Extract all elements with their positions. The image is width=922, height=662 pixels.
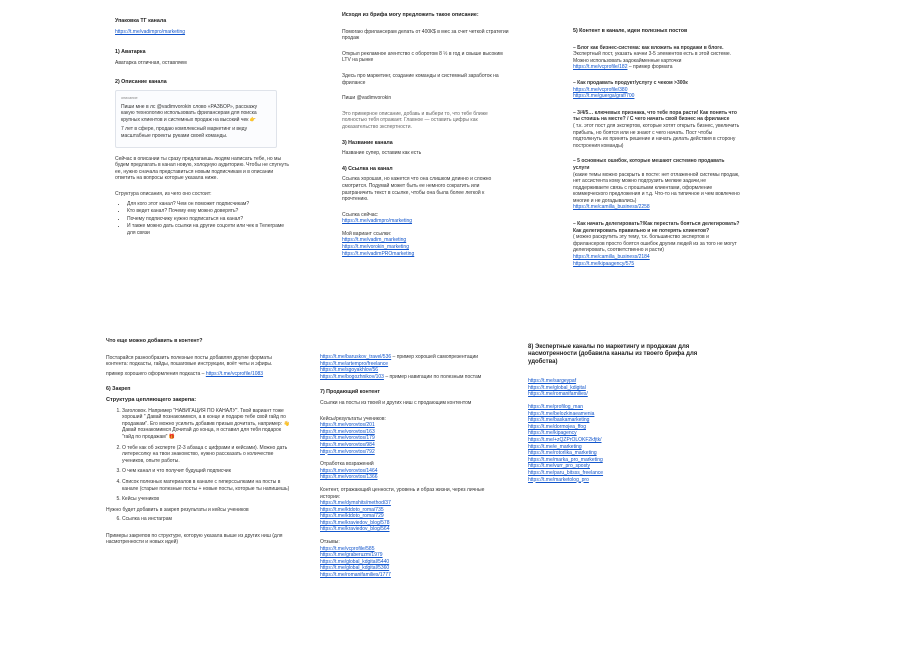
example-note: – пример хорошей самопрезентации <box>391 354 479 360</box>
section-extra-content <box>106 338 291 549</box>
review-link[interactable]: https://t.me/romanifamilies/1777 <box>320 572 391 579</box>
current-link-label: Ссылка сейчас: <box>342 211 379 218</box>
channel-link[interactable]: https://t.me/marketolog_pro <box>528 476 589 483</box>
brief-p2: Открыл рекламное агентство с оборотом 8 ½ в год и свыше высоким LTV на рынке <box>342 50 503 64</box>
content-heading: 5) Контент в канале, идеи полезных постов <box>573 28 688 34</box>
avatar-text: Аватарка отличная, оставляем <box>115 59 187 66</box>
case-link[interactable]: https://t.me/vorovtos/984 <box>320 441 375 448</box>
name-heading: 3) Название канала <box>342 139 393 146</box>
idea-text: ( т.к. этот пост для экспертов, которые хотят открыть бизнес, увеличить прибыль, но боятся или не знают с чего начать. Пост чтобы подтолкнуть их принять решение и начать делать действия в сторону построения команды) <box>573 122 740 149</box>
example-note: – пример навигации по полезным постам <box>383 373 482 380</box>
list-item: 6. Ссылка на инстаграм <box>122 516 291 523</box>
idea-lead: – 3/4/5… ключевых признака, что тебе пора расти! Как понять что ты стоишь на месте? / С чего начать свой бизнес на фрилансе <box>573 109 737 123</box>
extra-p2: пример хорошего оформления подкаста – <box>106 370 206 377</box>
section-content-ideas <box>573 28 741 267</box>
card-text-1: Пиши мне в лс @vadimvorokin слово «РАЗБОР», расскажу какую технологию использовать фрилансерам для поиска крупных клиентов и системных продаж на высокий чек 👉 <box>121 103 258 123</box>
list-item: • И также можно дать ссылки на другие соцсети или чек в Телеграме для связи <box>127 223 293 236</box>
idea-text: Экспертный пост, указать начни 3-5 элементов есть в этой системе. Можно использовать задокайменные карточки <box>573 51 732 64</box>
channel-link[interactable]: https://t.me/dormojea_ffog <box>528 423 586 430</box>
channel-link[interactable]: https://t.me/sargeypaf <box>528 378 577 385</box>
objection-link[interactable]: https://t.me/vorovtos/1464 <box>320 467 378 474</box>
idea-item <box>573 45 741 71</box>
list-item: 5. Кейсы учеников <box>122 496 291 503</box>
current-link[interactable]: https://t.me/vadimpro/marketing <box>342 218 413 225</box>
channel-link[interactable]: https://t.me/paru_bitsss_freelance <box>528 469 604 476</box>
list-item: 1. Заголовок. Например "НАВИГАЦИЯ ПО КАНАЛУ". Твой вариант тоже хороший " Давай познакомимся, а в конце и подарю тебе свой гайд по продажам". Его можно усилить добавив призыв дочитать, например: 👋 Давай познакомимся Дочитай до конца, я оставил для тебя подарок "гайд по продажам" 🎁 <box>122 408 291 441</box>
pin-structure-list <box>106 408 291 503</box>
example-link[interactable]: https://t.me/artempro/freelance <box>320 360 389 367</box>
selling-text: Ссылки на посты из твоей и других ниш с продающим контентом <box>320 399 472 406</box>
list-item: 2. О тебе как об эксперте (2-3 абзаца с цифрами и кейсами). Можно дать литересолку на твои знакомство, нужно рассказать о количестве учеников, опыте работы. <box>122 445 291 465</box>
description-heading: 2) Описание канала <box>115 79 167 86</box>
avatar-heading: 1) Аватарка <box>115 49 146 56</box>
case-link[interactable]: https://t.me/vorovtos/179 <box>320 435 375 442</box>
structure-list <box>115 201 293 237</box>
cases-note: Нужно будет добавить в закреп результаты и кейсы учеников <box>106 506 249 513</box>
values-link[interactable]: https://t.me/ktdoto_roma/729 <box>320 513 384 520</box>
brief-p1: Помогаю фрилансерам делать от 400К$ в мес за счет четкой стратегии продаж <box>342 28 509 42</box>
idea-item <box>573 221 741 267</box>
channel-link[interactable]: https://t.me/vurr_pro_sposty <box>528 463 590 470</box>
case-link[interactable]: https://t.me/vorovtos/792 <box>320 448 375 455</box>
pin-subheading: Структура цепляющего закрепа: <box>106 396 197 403</box>
idea-lead: – Как начать делегировать?/Как перестать бояться делегировать? Как делегировать правильно и не потерять клиентов? <box>573 221 740 234</box>
idea-link[interactable]: https://t.me/kipaagency/575 <box>573 260 635 267</box>
brief-heading: Исходя из брифа могу предложить такое описание: <box>342 12 479 18</box>
objection-link[interactable]: https://t.me/vorovtos/1366 <box>320 474 378 481</box>
idea-lead: – Как продавать продукт/услугу с чеком >300к <box>573 79 688 86</box>
idea-item <box>573 110 741 150</box>
variant-link[interactable]: https://t.me/vadim_marketing <box>342 237 407 244</box>
idea-tail: – пример формата <box>627 64 673 71</box>
list-item: 4. Список полезных материалов в канале с гиперссылками на посты в канале (старые полезные посты + новые посты, которые ты напишешь) <box>122 479 291 492</box>
idea-link[interactable]: https://t.me/camilla_business/2258 <box>573 204 650 211</box>
description-comment: Сейчас в описании ты сразу предлагаешь людям написать тебе, но мы будем предлагать в канал новую, холодную аудиторию. Чтобы не спугнуть ее, нужно сначала представиться новым подписчикам и в описании ответить на вопросы которые указала ниже. <box>115 155 289 182</box>
review-link[interactable]: https://t.me/vcprofile/585 <box>320 545 375 552</box>
list-item: 3. О чем канал и что получит будущий подписчик <box>122 468 291 475</box>
idea-link[interactable]: https://t.me/vcprofile/182 <box>573 64 628 71</box>
values-link[interactable]: https://t.me/kraviedov_blog/564 <box>320 526 390 533</box>
pin-examples-text: Примеры закрепов по структуре, которую указала выше из других ниш (для насмотренности и новых идей) <box>106 532 283 546</box>
idea-item <box>573 80 741 100</box>
channel-link[interactable]: https://t.me/profilog_man <box>528 404 584 410</box>
name-text: Название супер, оставим как есть <box>342 150 422 157</box>
brief-p3: Здесь про маркетинг, создание команды и системный заработок на фрилансе <box>342 72 499 86</box>
example-link[interactable]: https://t.me/baruskov_travel/536 <box>320 354 392 360</box>
channel-link[interactable]: https://t.me/global_kdigital <box>528 384 586 391</box>
brief-p5: Это примерное описание, добавь и выбери то, что тебе ближе полностью тебя отражает. Главное — оставить цифры как доказательство экспертности. <box>342 110 488 130</box>
variant-link[interactable]: https://t.me/vorokin_marketing <box>342 244 409 251</box>
section-brief <box>342 12 510 257</box>
link-heading: 4) Ссылка на канал <box>342 165 393 172</box>
values-link[interactable]: https://t.me/kraviedov_blog/578 <box>320 519 390 526</box>
description-card <box>115 90 277 148</box>
podcast-link[interactable]: https://t.me/vcprofile/1083 <box>205 370 264 377</box>
example-link[interactable]: https://t.me/bogozhnikov/103 <box>320 373 384 380</box>
channel-link[interactable]: https://t.me/vadimpro/marketing <box>115 28 186 35</box>
channel-link[interactable]: https://t.me/kipagency <box>528 430 577 437</box>
link-text: Ссылка хорошая, но кажется что она слишком длинно и сложно смотрится. Подумай может быть ее немного сократить или разграничить текст в ссылке, чтобы она была более легкой к прочтению. <box>342 176 492 203</box>
channel-link[interactable]: https://t.me/belozkinaeamenia <box>528 410 595 417</box>
review-link[interactable]: https://t.me/global_kdgital/5440 <box>320 558 390 565</box>
extra-p1: Постарайся разнообразить полезные посты добавляя другие форматы контента: подкасты, гайды, пошаговые инструкции, воёт четы и эфиры. <box>106 354 273 368</box>
idea-link[interactable]: https://t.me/vcprofile/380 <box>573 86 628 93</box>
example-link[interactable]: https://t.me/sgoyakhlov/56 <box>320 367 379 374</box>
idea-text: ( можно раскрутить эту тему, т.к. большинство экспертов и фрилансеров просто боятся ошибок другим людей из за того не могут делегировать, соответственно и расти) <box>573 234 737 254</box>
doc-title: Упаковка ТГ канала <box>115 18 167 24</box>
brief-p4: Пиши @vadimvorokin <box>342 95 392 102</box>
list-item: • Для кого этот канал? Чем он поможет подписчикам? <box>127 201 293 208</box>
case-link[interactable]: https://t.me/vorovtos/201 <box>320 422 375 429</box>
variants-label: Мой вариант ссылки: <box>342 230 392 237</box>
review-link[interactable]: https://t.me/graberuzm/1979 <box>320 552 383 559</box>
cases-label: Кейсы/результаты учеников: <box>320 415 386 422</box>
channel-link[interactable]: https://t.me/rotorlika_marketing <box>528 450 597 457</box>
extra-heading: Что еще можно добавить в контент? <box>106 338 203 344</box>
channels-heading: 8) Экспертные каналы по маркетингу и продажам для насмотренности (добавила каналы из твоего брифа для удобства) <box>528 344 698 365</box>
case-link[interactable]: https://t.me/vorovtos/163 <box>320 428 375 435</box>
values-label: Контент, отражающий ценности, уровень и образ жизни, через личные истории: <box>320 486 485 500</box>
idea-item <box>573 158 741 211</box>
section-selling-content <box>320 354 500 579</box>
pin-structure-list-cont <box>106 516 291 523</box>
section-expert-channels <box>528 344 718 483</box>
section-packaging <box>115 18 293 240</box>
list-item: • Кто ведет канал? Почему ему можно доверять? <box>127 208 293 215</box>
idea-link[interactable]: https://t.me/guerga/graf/700 <box>573 93 635 100</box>
objections-label: Отработка возражений <box>320 461 374 468</box>
channel-link[interactable]: https://t.me/+zQZPrOLOKF2kfjtk/ <box>528 436 602 443</box>
channel-link[interactable]: https://t.me/baskamarketing <box>528 417 590 424</box>
values-link[interactable]: https://t.me/dymshits/method/37 <box>320 500 391 507</box>
card-text-2: 7 лет в сфере, продаю комплексный маркетинг и веду масштабные проекты руками своей команды. <box>121 126 248 139</box>
selling-heading: 7) Продающий контент <box>320 389 381 396</box>
channel-link[interactable]: https://t.me/marka_pro_marketing <box>528 456 603 463</box>
idea-lead: – 5 основных ошибок, которые мешают системно продавать услуги <box>573 158 725 171</box>
reviews-label: Отзывы: <box>320 539 340 546</box>
card-caption: описание <box>121 95 138 100</box>
variant-link[interactable]: https://t.me/vadimPROmarketing <box>342 250 415 257</box>
pin-heading: 6) Закреп <box>106 386 131 393</box>
channel-link[interactable]: https://t.me/e_marketing <box>528 443 582 450</box>
list-item: • Почему подписчику нужно подписаться на канал? <box>127 216 293 223</box>
idea-lead: – Блог как бизнес-система: как вложить на продажи в блоге. <box>573 44 724 51</box>
channel-link[interactable]: https://t.me/romanifamilies/ <box>528 391 588 398</box>
review-link[interactable]: https://t.me/global_kdgital/5360 <box>320 565 390 572</box>
structure-intro: Структура описания, из чего оно состоит: <box>115 190 212 197</box>
idea-text: (какие темы можно раскрыть в посте: нет отлаженной системы продаж, нет ассистента кому можно подгрузить мелкие задачи,не поддерживаете связь с прошлыми клиентами, оформление коммерческого предложения и т.д. Что-то на типичное и чем вовлечено многие и не догадывались) <box>573 171 740 204</box>
values-link[interactable]: https://t.me/ktdoto_roma/735 <box>320 506 384 513</box>
idea-link[interactable]: https://t.me/camilla_business/2184 <box>573 254 650 261</box>
